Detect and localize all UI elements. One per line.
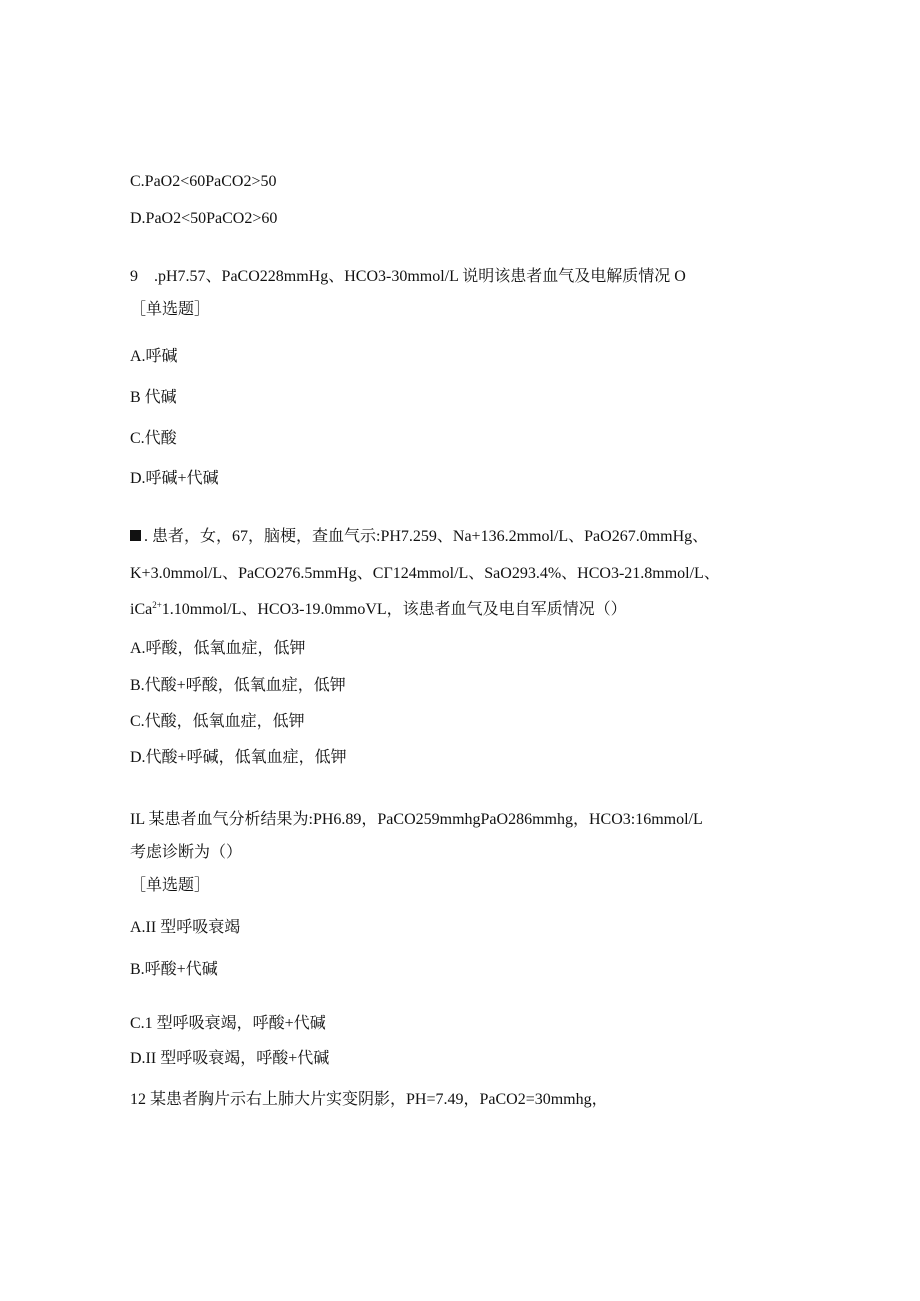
q12-stem-line-1: 12 某患者胸片示右上肺大片实变阴影，PH=7.49，PaCO2=30mmhg，	[130, 1091, 608, 1108]
q9-option-c: C.代酸	[130, 430, 177, 447]
q10-stem-text-3a: iCa	[130, 601, 153, 618]
square-bullet-icon	[130, 530, 141, 541]
q11-type: ［单选题］	[130, 877, 211, 894]
q10-option-d: D.代酸+呼碱，低氧血症，低钾	[130, 749, 347, 766]
q10-stem-line-2: K+3.0mmol/L、PaCO276.5mmHg、CΓ124mmol/L、SaO293.4%、HCO3-21.8mmol/L、	[130, 565, 720, 582]
q9-stem: 9 .pH7.57、PaCO228mmHg、HCO3-30mmol/L 说明该患者血气及电解质情况 O	[130, 268, 686, 285]
q11-stem-line-1: IL 某患者血气分析结果为:PH6.89，PaCO259mmhgPaO286mmhg，HCO3:16mmol/L	[130, 811, 703, 828]
q9-option-b: B 代碱	[130, 389, 177, 406]
q11-option-d: D.II 型呼吸衰竭，呼酸+代碱	[130, 1050, 330, 1067]
q11-option-c: C.1 型呼吸衰竭，呼酸+代碱	[130, 1015, 326, 1032]
q10-option-a: A.呼酸，低氧血症，低钾	[130, 640, 306, 657]
q10-stem-sup: 2+	[152, 600, 162, 610]
q11-stem-line-2: 考虑诊断为（）	[130, 844, 243, 861]
q10-stem-text-3b: 1.10mmol/L、HCO3-19.0mmoVL，该患者血气及电自军质情况（）	[161, 601, 627, 618]
q10-stem-line-1	[130, 527, 708, 547]
q10-option-b: B.代酸+呼酸，低氧血症，低钾	[130, 677, 346, 694]
q10-stem-text-1: . 患者，女，67，脑梗，查血气示:PH7.259、Na+136.2mmol/L、PaO267.0mmHg、	[144, 528, 709, 545]
q9-option-d: D.呼碱+代碱	[130, 470, 219, 487]
q9-type: ［单选题］	[130, 301, 211, 318]
q8-option-c: C.PaO2<60PaCO2>50	[130, 173, 277, 190]
q11-option-a: A.II 型呼吸衰竭	[130, 919, 241, 936]
q9-option-a: A.呼碱	[130, 348, 178, 365]
q10-stem-line-3	[130, 600, 627, 620]
q8-option-d: D.PaO2<50PaCO2>60	[130, 210, 278, 227]
q11-option-b: B.呼酸+代碱	[130, 961, 218, 978]
q10-option-c: C.代酸，低氧血症，低钾	[130, 713, 305, 730]
